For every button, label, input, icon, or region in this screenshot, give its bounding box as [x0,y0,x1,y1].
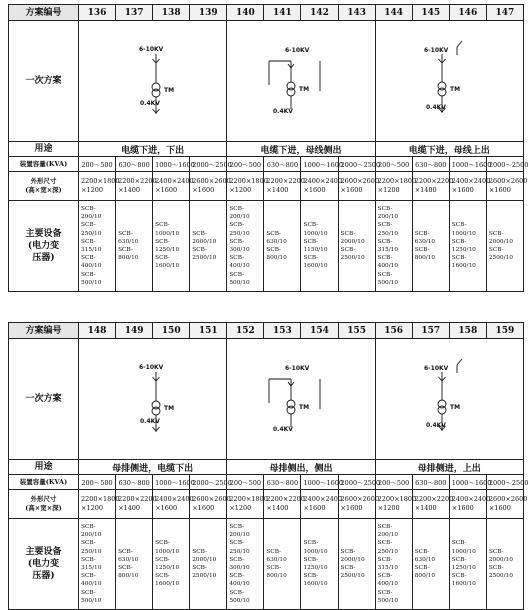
hv-line [269,61,294,85]
capacity-value: 630～800 [412,475,449,490]
lv-label: 0.4KV [425,104,446,111]
capacity-value: 2000～2500 [190,157,227,172]
equipment-value: SCB-2000/10 SCB-2500/10 [486,519,523,610]
diagram-cell [79,339,227,460]
dimensions-value: 2200×2200 ×1400 [116,172,153,201]
diagram-cell [375,21,523,142]
equipment-row [9,519,524,610]
dimensions-label: 外形尺寸 (高×宽×深) [9,172,79,201]
capacity-value: 200～500 [79,475,116,490]
scheme-number: 154 [301,323,338,339]
dimensions-label: 外形尺寸 (高×宽×深) [9,490,79,519]
diagram-cable-bottom-in-busbar-side-out [227,21,376,141]
scheme-number: 146 [449,5,486,21]
hv-label: 6-10KV [423,365,448,372]
diagram-cable-bottom-in-busbar-top-out [376,21,521,141]
tm-label: TM [164,405,175,412]
capacity-value: 1000～1600 [449,157,486,172]
use-value: 母排侧出，侧出 [227,460,375,475]
equipment-value: SCB-1000/10 SCB-1250/10 SCB-1600/10 [301,519,338,610]
transformer-secondary-coil [438,406,446,414]
primary-scheme-label: 一次方案 [9,339,79,460]
capacity-value: 1000～1600 [153,157,190,172]
equipment-value: SCB-630/10 SCB-800/10 [412,201,449,292]
scheme-number: 155 [338,323,375,339]
hv-label: 6-10KV [285,365,310,372]
use-label: 用途 [9,460,79,475]
dimensions-value: 2400×2400 ×1600 [449,490,486,519]
equipment-label: 主要设备 (电力变 压器) [9,201,79,292]
use-value: 电缆下进，下出 [79,142,227,157]
dimensions-value: 2200×1800 ×1200 [227,490,264,519]
dimensions-value: 2600×2600 ×1600 [190,172,227,201]
hv-line [153,372,160,401]
capacity-value: 2000～2500 [486,475,523,490]
scheme-number: 156 [375,323,412,339]
scheme-number: 147 [486,5,523,21]
lv-label: 0.4KV [273,426,294,433]
capacity-value: 630～800 [116,157,153,172]
hv-label: 6-10KV [139,364,164,371]
scheme-number: 149 [116,323,153,339]
lv-label: 0.4KV [140,418,160,425]
dimensions-value: 2600×2600 ×1600 [190,490,227,519]
tm-label: TM [299,86,310,93]
equipment-value: SCB-630/10 SCB-800/10 [116,201,153,292]
dimensions-value: 2200×1800 ×1200 [375,490,412,519]
tm-label: TM [449,404,460,411]
capacity-value: 2000～2500 [338,157,375,172]
scheme-number: 159 [486,323,523,339]
scheme-number: 142 [301,5,338,21]
scheme-number: 152 [227,323,264,339]
tm-label: TM [449,86,460,93]
equipment-value: SCB-2000/10 SCB-2500/10 [190,519,227,610]
capacity-value: 200～500 [227,157,264,172]
hv-line [438,54,445,82]
primary-scheme-label: 一次方案 [9,21,79,142]
equipment-value: SCB-1000/10 SCB-1150/10 SCB-1600/10 [301,201,338,292]
capacity-value: 1000～1600 [301,157,338,172]
hv-label: 6-10KV [285,47,310,54]
scheme-number: 141 [264,5,301,21]
dimensions-value: 2200×1800 ×1200 [79,172,116,201]
capacity-value: 2000～2500 [338,475,375,490]
dimensions-value: 2400×2400 ×1600 [449,172,486,201]
dimensions-value: 2600×2600 ×1600 [338,490,375,519]
transformer-secondary-coil [152,407,160,415]
dimensions-value: 2400×2400 ×1600 [153,172,190,201]
diagram-cell [79,21,227,142]
dimensions-value: 2600×2600 ×1600 [486,172,523,201]
scheme-number: 139 [190,5,227,21]
spec-table-2 [8,322,529,610]
dimensions-row [9,490,524,519]
use-row [9,142,524,157]
equipment-value: SCB-1000/10 SCB-1250/10 SCB-1600/10 [449,519,486,610]
spec-table-1 [8,4,529,292]
capacity-label: 装置容量(KVA) [9,157,79,172]
capacity-row [9,157,524,172]
transformer-secondary-coil [438,88,446,96]
lv-label: 0.4KV [140,100,160,107]
dimensions-value: 2200×1800 ×1200 [227,172,264,201]
transformer-secondary-coil [287,88,295,96]
hv-label: 6-10KV [423,47,448,54]
equipment-label: 主要设备 (电力变 压器) [9,519,79,610]
capacity-value: 2000～2500 [190,475,227,490]
equipment-row [9,201,524,292]
header-row [9,5,524,21]
diagram-busbar-side-in-top-out [376,339,521,459]
dimensions-value: 2200×2200 ×1400 [412,490,449,519]
dimensions-value: 2400×2400 ×1600 [301,490,338,519]
use-value: 电缆下进，母线侧出 [227,142,375,157]
dimensions-value: 2200×1800 ×1200 [79,490,116,519]
equipment-value: SCB-200/10 SCB-250/10 SCB-300/10 SCB-400/10 SCB-500/10 [227,201,264,292]
scheme-no-label: 方案编号 [9,5,79,21]
diagram-busbar-side-out [227,339,376,459]
scheme-number: 150 [153,323,190,339]
scheme-number: 148 [79,323,116,339]
hv-line [153,54,160,83]
transformer-secondary-coil [152,89,160,97]
use-value: 母排侧进，上出 [375,460,523,475]
capacity-label: 装置容量(KVA) [9,475,79,490]
use-value: 电缆下进，母线上出 [375,142,523,157]
equipment-value: SCB-200/10 SCB-250/10 SCB-315/10 SCB-400/10 SCB-500/10 [375,519,412,610]
capacity-value: 1000～1600 [449,475,486,490]
scheme-number: 158 [449,323,486,339]
equipment-value: SCB-200/10 SCB-250/10 SCB-315/10 SCB-400/10 SCB-500/10 [79,201,116,292]
use-row [9,460,524,475]
scheme-number: 140 [227,5,264,21]
tm-label: TM [164,87,175,94]
equipment-value: SCB-200/10 SCB-250/10 SCB-315/10 SCB-400/10 SCB-500/10 [375,201,412,292]
dimensions-value: 2200×1800 ×1200 [375,172,412,201]
dimensions-value: 2200×2200 ×1400 [412,172,449,201]
dimensions-value: 2200×2200 ×1400 [264,490,301,519]
equipment-value: SCB-2000/10 SCB-2500/10 [338,519,375,610]
dimensions-value: 2400×2400 ×1600 [301,172,338,201]
lv-label: 0.4KV [425,422,446,429]
equipment-value: SCB-2000/10 SCB-2500/10 [338,201,375,292]
diagram-cell [227,339,375,460]
diagram-cell [375,339,523,460]
capacity-value: 200～500 [79,157,116,172]
primary-scheme-row [9,21,524,142]
capacity-value: 2000～2500 [486,157,523,172]
use-value: 母排侧进，电缆下出 [79,460,227,475]
hv-line [438,372,445,400]
scheme-number: 137 [116,5,153,21]
capacity-value: 630～800 [116,475,153,490]
capacity-value: 630～800 [264,157,301,172]
hv-label: 6-10KV [139,46,164,53]
equipment-value: SCB-2000/10 SCB-2500/10 [486,201,523,292]
capacity-value: 200～500 [375,157,412,172]
scheme-number: 143 [338,5,375,21]
equipment-value: SCB-1000/10 SCB-1250/10 SCB-1600/10 [153,201,190,292]
equipment-value: SCB-1000/10 SCB-1250/10 SCB-1600/10 [449,201,486,292]
dimensions-value: 2600×2600 ×1600 [338,172,375,201]
scheme-number: 153 [264,323,301,339]
equipment-value: SCB-630/10 SCB-800/10 [116,519,153,610]
scheme-number: 157 [412,323,449,339]
equipment-value: SCB-200/10 SCB-250/10 SCB-300/10 SCB-400/10 SCB-500/10 [227,519,264,610]
scheme-no-label: 方案编号 [9,323,79,339]
top-busbar [457,41,462,55]
equipment-value: SCB-1000/10 SCB-1250/10 SCB-1600/10 [153,519,190,610]
dimensions-value: 2600×2600 ×1600 [486,490,523,519]
capacity-value: 1000～1600 [153,475,190,490]
diagram-cell [227,21,375,142]
header-row [9,323,524,339]
dimensions-row [9,172,524,201]
scheme-number: 136 [79,5,116,21]
transformer-secondary-coil [287,406,295,414]
diagram-cable-bottom-in-bottom-out [79,21,234,141]
capacity-value: 200～500 [375,475,412,490]
capacity-value: 630～800 [412,157,449,172]
hv-line [269,379,294,403]
scheme-number: 138 [153,5,190,21]
scheme-number: 151 [190,323,227,339]
tm-label: TM [299,404,310,411]
capacity-value: 200～500 [227,475,264,490]
capacity-value: 1000～1600 [301,475,338,490]
equipment-value: SCB-630/10 SCB-800/10 [412,519,449,610]
equipment-value: SCB-200/10 SCB-250/10 SCB-315/10 SCB-400/10 SCB-500/10 [79,519,116,610]
equipment-value: SCB-630/10 SCB-800/10 [264,201,301,292]
scheme-number: 145 [412,5,449,21]
equipment-value: SCB-2000/10 SCB-2500/10 [190,201,227,292]
use-label: 用途 [9,142,79,157]
primary-scheme-row [9,339,524,460]
dimensions-value: 2200×2200 ×1400 [264,172,301,201]
capacity-row [9,475,524,490]
dimensions-value: 2400×2400 ×1600 [153,490,190,519]
equipment-value: SCB-630/10 SCB-800/10 [264,519,301,610]
top-busbar [457,359,462,373]
scheme-number: 144 [375,5,412,21]
dimensions-value: 2200×2200 ×1400 [116,490,153,519]
diagram-busbar-side-in-cable-bottom-out [79,339,234,459]
capacity-value: 630～800 [264,475,301,490]
lv-label: 0.4KV [273,108,294,115]
